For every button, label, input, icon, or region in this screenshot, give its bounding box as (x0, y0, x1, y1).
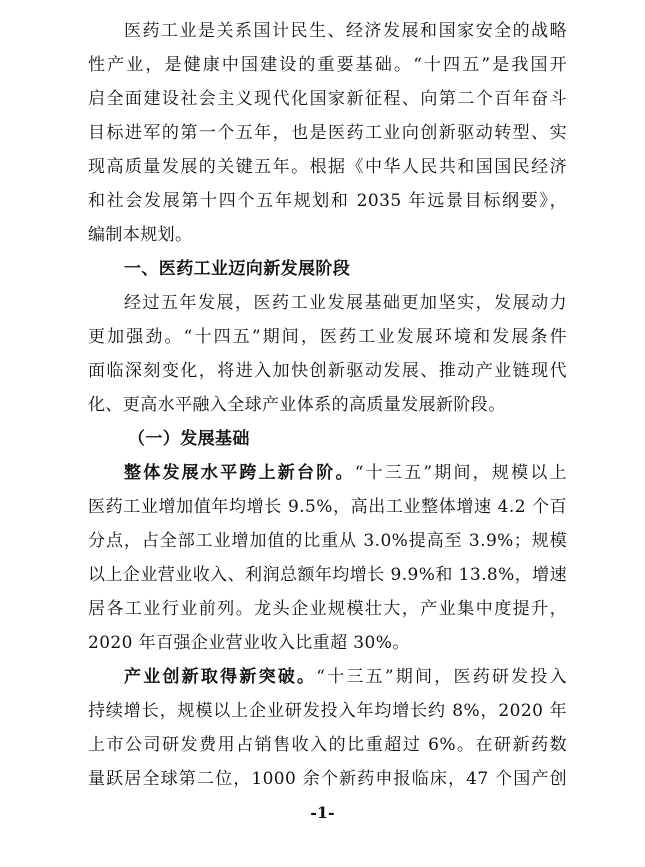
section1-paragraph (88, 286, 567, 422)
text-line: 性产业，是健康中国建设的重要基础。“十四五”是我国开 (88, 55, 567, 75)
text-line: 现高质量发展的关键五年。根据《中华人民共和国国民经济 (88, 157, 567, 177)
text-line: 持续增长，规模以上企业研发投入年均增长约 8%，2020 年 (88, 701, 567, 721)
paragraph-lead: 整体发展水平跨上新台阶。 (124, 463, 355, 483)
text-line: 目标进军的第一个五年，也是医药工业向创新驱动转型、实 (88, 123, 567, 143)
page-number: -1- (310, 803, 335, 822)
text-line: 以上企业营业收入、利润总额年均增长 9.9%和 13.8%，增速 (88, 565, 567, 585)
text-line: 经过五年发展，医药工业发展基础更加坚实，发展动力 (124, 293, 567, 313)
text-line: 和社会发展第十四个五年规划和 2035 年远景目标纲要》， (88, 191, 567, 211)
text-line: 面临深刻变化，将进入加快创新驱动发展、推动产业链现代 (88, 361, 567, 381)
text-line: 2020 年百强企业营业收入比重超 30%。 (88, 633, 410, 653)
text-line (88, 456, 567, 490)
overall-development-paragraph (88, 456, 567, 660)
intro-paragraph (88, 14, 567, 252)
subsection-heading: （一）发展基础 (128, 429, 250, 449)
text-line: 上市公司研发费用占销售收入的比重超过 6%。在研新药数 (88, 735, 567, 755)
text-line: 医药工业是关系国计民生、经济发展和国家安全的战略 (124, 21, 567, 41)
text-line: 分点，占全部工业增加值的比重从 3.0%提高至 3.9%；规模 (88, 531, 567, 551)
text-line: 量跃居全球第二位，1000 余个新药申报临床，47 个国产创 (88, 769, 567, 789)
section-heading: 一、医药工业迈向新发展阶段 (124, 259, 351, 279)
text-line: 编制本规划。 (88, 225, 193, 245)
paragraph-text: “十三五”期间，规模以上 (354, 463, 567, 483)
text-line: 化、更高水平融入全球产业体系的高质量发展新阶段。 (88, 395, 506, 415)
paragraph-lead: 产业创新取得新突破。 (124, 667, 317, 687)
text-line: 更加强劲。“十四五”期间，医药工业发展环境和发展条件 (88, 327, 567, 347)
text-line: 居各工业行业前列。龙头企业规模壮大，产业集中度提升， (88, 599, 567, 619)
text-line (88, 660, 567, 694)
text-line: 启全面建设社会主义现代化国家新征程、向第二个百年奋斗 (88, 89, 567, 109)
innovation-paragraph (88, 660, 567, 796)
text-line: 医药工业增加值年均增长 9.5%，高出工业整体增速 4.2 个百 (88, 497, 567, 517)
paragraph-text: “十三五”期间，医药研发投入 (316, 667, 568, 687)
